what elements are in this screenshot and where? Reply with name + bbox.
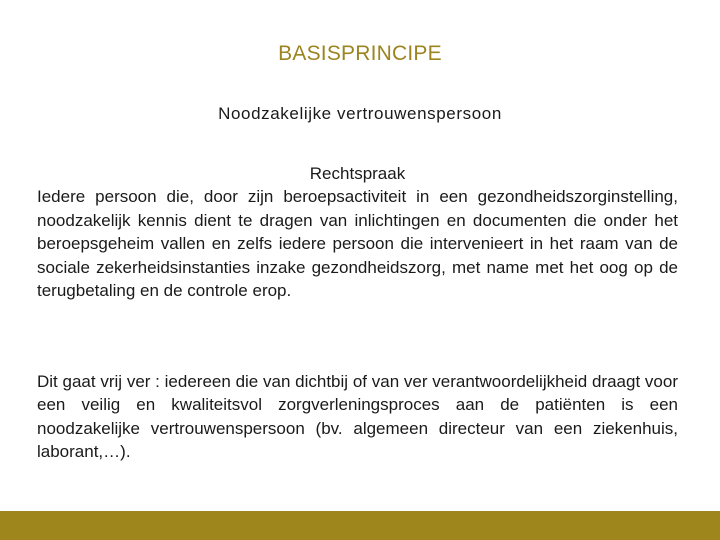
slide-subtitle: Noodzakelijke vertrouwenspersoon [218, 104, 502, 123]
slide-title: BASISPRINCIPE [278, 42, 442, 65]
rechtspraak-section [37, 162, 678, 302]
paragraph-definition: Iedere persoon die, door zijn beroepsactiviteit in een gezondheidszorginstelling, noodzakelijk kennis dient te dragen van inlichtingen en documenten die onder het beroepsgeheim vallen en zelfs iedere persoon die intervenieert in het raam van de sociale zekerheidsinstanties inzake gezondheidszorg, met name met het oog op de terugbetaling en de controle erop. [37, 187, 678, 301]
section-heading: Rechtspraak [309, 164, 406, 183]
footer-bar [0, 511, 720, 540]
paragraph-explanation: Dit gaat vrij ver : iedereen die van dichtbij of van ver verantwoordelijkheid draagt voor een veilig en kwaliteitsvol zorgverleningsproces aan de patiënten is een noodzakelijke vertrouwenspersoon (bv. algemeen directeur van een ziekenhuis, laborant,…). [37, 372, 678, 462]
explanation-section [37, 370, 678, 464]
